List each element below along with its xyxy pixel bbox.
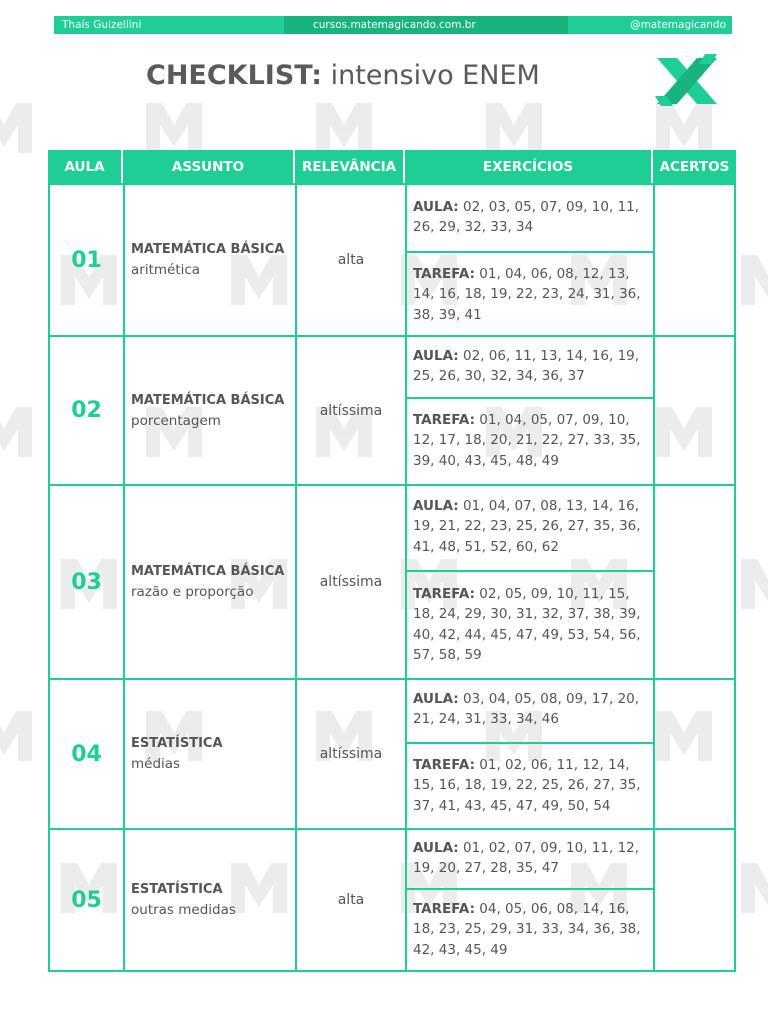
aula-number: 04 [48, 678, 125, 830]
tarefa-label: TAREFA: [413, 266, 475, 282]
assunto-title: ESTATÍSTICA [131, 736, 223, 751]
col-header-relevancia: RELEVÂNCIA [295, 150, 405, 183]
aula-exercises [405, 335, 655, 399]
aula-exercise-list: 01, 04, 07, 08, 13, 14, 16, 19, 21, 22, 23, 25, 26, 27, 35, 36, 41, 48, 51, 52, 60, 62 [413, 498, 641, 555]
page-title [146, 58, 540, 94]
aula-label: AULA: [413, 498, 459, 514]
tarefa-exercise-list: 01, 04, 06, 08, 12, 13, 14, 16, 18, 19, 22, 23, 24, 31, 36, 38, 39, 41 [413, 266, 641, 323]
acertos-cell[interactable] [653, 183, 736, 337]
title-rest: intensivo ENEM [322, 60, 540, 91]
assunto-title: MATEMÁTICA BÁSICA [131, 392, 285, 408]
tarefa-label: TAREFA: [413, 412, 475, 428]
tarefa-exercises [405, 888, 655, 972]
site-url[interactable]: cursos.matemagicando.com.br [313, 19, 476, 31]
x-logo-icon [651, 52, 723, 116]
col-header-acertos: ACERTOS [653, 150, 736, 183]
acertos-cell[interactable] [653, 678, 736, 830]
aula-exercise-list: 01, 02, 07, 09, 10, 11, 12, 19, 20, 27, 28, 35, 47 [413, 840, 640, 877]
tarefa-exercises [405, 570, 655, 680]
assunto-topic: médias [131, 756, 181, 772]
aula-label: AULA: [413, 348, 459, 364]
assunto-cell [123, 335, 297, 486]
col-header-exercicios: EXERCÍCIOS [405, 150, 653, 183]
relevancia-cell: altíssima [295, 678, 407, 830]
top-bar [54, 16, 732, 34]
tarefa-label: TAREFA: [413, 586, 475, 602]
tarefa-label: TAREFA: [413, 901, 475, 917]
acertos-cell[interactable] [653, 335, 736, 486]
tarefa-exercise-list: 04, 05, 06, 08, 14, 16, 18, 23, 25, 29, 31, 33, 34, 36, 38, 42, 43, 45, 49 [413, 901, 641, 958]
relevancia-cell: alta [295, 828, 407, 972]
aula-number: 02 [48, 335, 125, 486]
relevancia-cell: alta [295, 183, 407, 337]
tarefa-exercise-list: 01, 02, 06, 11, 12, 14, 15, 16, 18, 19, 22, 25, 26, 27, 35, 37, 41, 43, 45, 47, 49, 50, 54 [413, 757, 641, 814]
tarefa-exercises [405, 742, 655, 830]
relevancia-cell: altíssima [295, 335, 407, 486]
aula-exercises [405, 828, 655, 890]
aula-label: AULA: [413, 199, 459, 215]
col-header-assunto: ASSUNTO [123, 150, 295, 183]
aula-label: AULA: [413, 840, 459, 856]
tarefa-exercises [405, 251, 655, 337]
assunto-topic: aritmética [131, 262, 201, 278]
tarefa-label: TAREFA: [413, 757, 475, 773]
aula-label: AULA: [413, 691, 459, 707]
aula-exercises [405, 484, 655, 572]
assunto-topic: razão e proporção [131, 584, 254, 600]
tarefa-exercise-list: 02, 05, 09, 10, 11, 15, 18, 24, 29, 30, 31, 32, 37, 38, 39, 40, 42, 44, 45, 47, 49, 53, 54, 56, 57, 58, 59 [413, 586, 641, 663]
acertos-cell[interactable] [653, 828, 736, 972]
assunto-title: MATEMÁTICA BÁSICA [131, 564, 285, 579]
title-bold: CHECKLIST: [146, 60, 323, 91]
aula-exercises [405, 183, 655, 253]
aula-exercises [405, 678, 655, 744]
aula-number: 05 [48, 828, 125, 972]
social-handle[interactable]: @matemagicando [630, 19, 726, 31]
aula-exercise-list: 03, 04, 05, 08, 09, 17, 20, 21, 24, 31, 33, 34, 46 [413, 691, 640, 728]
assunto-cell [123, 828, 297, 972]
col-header-aula: AULA [48, 150, 123, 183]
assunto-title: MATEMÁTICA BÁSICA [131, 242, 285, 257]
assunto-cell [123, 183, 297, 337]
assunto-title: ESTATÍSTICA [131, 882, 223, 897]
aula-number: 03 [48, 484, 125, 680]
assunto-cell [123, 678, 297, 830]
assunto-topic: porcentagem [131, 412, 221, 429]
acertos-cell[interactable] [653, 484, 736, 680]
aula-number: 01 [48, 183, 125, 337]
tarefa-exercise-list: 01, 04, 05, 07, 09, 10, 12, 17, 18, 20, 21, 22, 27, 33, 35, 39, 40, 43, 45, 48, 49 [413, 412, 641, 469]
author-name: Thaís Guizellini [62, 19, 142, 31]
aula-exercise-list: 02, 03, 05, 07, 09, 10, 11, 26, 29, 32, 33, 34 [413, 199, 640, 236]
relevancia-cell: altíssima [295, 484, 407, 680]
tarefa-exercises [405, 397, 655, 486]
assunto-topic: outras medidas [131, 902, 236, 918]
assunto-cell [123, 484, 297, 680]
aula-exercise-list: 02, 06, 11, 13, 14, 16, 19, 25, 26, 30, 32, 34, 36, 37 [413, 348, 640, 385]
